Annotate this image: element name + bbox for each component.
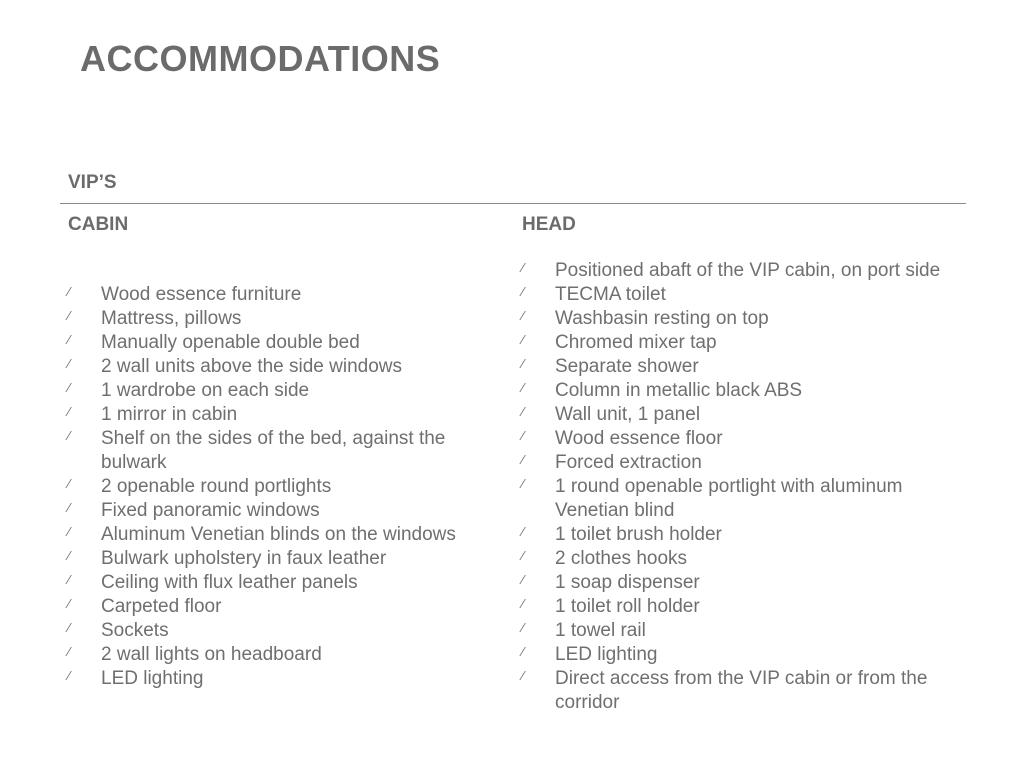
slash-bullet-icon: ⁄ xyxy=(522,572,525,587)
list-item xyxy=(68,571,488,595)
slash-bullet-icon: ⁄ xyxy=(522,476,525,491)
list-item-text: Manually openable double bed xyxy=(101,332,360,353)
slash-bullet-icon: ⁄ xyxy=(68,476,71,491)
head-feature-list xyxy=(522,259,962,715)
slash-bullet-icon: ⁄ xyxy=(522,260,525,275)
slash-bullet-icon: ⁄ xyxy=(68,500,71,515)
list-item xyxy=(522,475,962,523)
list-item xyxy=(68,595,488,619)
list-item xyxy=(68,523,488,547)
list-item-text: 1 soap dispenser xyxy=(555,572,700,593)
list-item-text: 1 towel rail xyxy=(555,620,646,641)
list-item-text: Mattress, pillows xyxy=(101,308,242,329)
list-item-text: 2 openable round portlights xyxy=(101,476,332,497)
list-item-text: Chromed mixer tap xyxy=(555,332,717,353)
list-item-text: Bulwark upholstery in faux leather xyxy=(101,548,387,569)
slash-bullet-icon: ⁄ xyxy=(68,524,71,539)
list-item xyxy=(522,547,962,571)
list-item xyxy=(68,547,488,571)
list-item-text: Carpeted floor xyxy=(101,596,222,617)
slash-bullet-icon: ⁄ xyxy=(68,308,71,323)
list-item-text: Sockets xyxy=(101,620,169,641)
list-item xyxy=(68,499,488,523)
section-divider xyxy=(60,203,966,204)
list-item-text: 1 round openable portlight with aluminum Venetian blind xyxy=(555,476,903,521)
list-item-text: 1 toilet roll holder xyxy=(555,596,700,617)
slash-bullet-icon: ⁄ xyxy=(522,596,525,611)
slash-bullet-icon: ⁄ xyxy=(522,452,525,467)
list-item xyxy=(68,619,488,643)
list-item xyxy=(522,619,962,643)
list-item xyxy=(68,379,488,403)
list-item xyxy=(522,427,962,451)
list-item-text: 1 mirror in cabin xyxy=(101,404,238,425)
slash-bullet-icon: ⁄ xyxy=(522,356,525,371)
list-item xyxy=(68,427,488,475)
cabin-heading: CABIN xyxy=(68,214,129,235)
list-item-text: Wood essence furniture xyxy=(101,284,302,305)
list-item-text: 2 wall lights on headboard xyxy=(101,644,322,665)
list-item xyxy=(522,571,962,595)
slash-bullet-icon: ⁄ xyxy=(522,284,525,299)
slash-bullet-icon: ⁄ xyxy=(522,428,525,443)
slash-bullet-icon: ⁄ xyxy=(522,524,525,539)
list-item-text: Wall unit, 1 panel xyxy=(555,404,701,425)
list-item xyxy=(522,595,962,619)
list-item xyxy=(522,523,962,547)
head-heading: HEAD xyxy=(522,214,576,235)
slash-bullet-icon: ⁄ xyxy=(68,284,71,299)
list-item-text: 1 wardrobe on each side xyxy=(101,380,310,401)
list-item-text: Shelf on the sides of the bed, against the bulwark xyxy=(101,428,446,473)
slash-bullet-icon: ⁄ xyxy=(522,332,525,347)
slash-bullet-icon: ⁄ xyxy=(68,404,71,419)
slash-bullet-icon: ⁄ xyxy=(522,644,525,659)
list-item-text: 2 clothes hooks xyxy=(555,548,688,569)
slash-bullet-icon: ⁄ xyxy=(68,644,71,659)
list-item-text: 2 wall units above the side windows xyxy=(101,356,403,377)
slash-bullet-icon: ⁄ xyxy=(68,620,71,635)
slash-bullet-icon: ⁄ xyxy=(522,404,525,419)
list-item-text: Separate shower xyxy=(555,356,699,377)
list-item xyxy=(68,307,488,331)
list-item xyxy=(522,331,962,355)
list-item xyxy=(68,403,488,427)
slash-bullet-icon: ⁄ xyxy=(68,356,71,371)
list-item-text: Wood essence floor xyxy=(555,428,723,449)
slash-bullet-icon: ⁄ xyxy=(522,380,525,395)
slash-bullet-icon: ⁄ xyxy=(522,308,525,323)
list-item-text: Washbasin resting on top xyxy=(555,308,769,329)
list-item xyxy=(522,667,962,715)
list-item xyxy=(522,259,962,283)
slash-bullet-icon: ⁄ xyxy=(68,428,71,443)
cabin-feature-list xyxy=(68,283,488,691)
slash-bullet-icon: ⁄ xyxy=(68,548,71,563)
list-item-text: 1 toilet brush holder xyxy=(555,524,722,545)
list-item xyxy=(68,331,488,355)
slash-bullet-icon: ⁄ xyxy=(522,620,525,635)
list-item-text: Forced extraction xyxy=(555,452,702,473)
list-item xyxy=(68,475,488,499)
list-item-text: Fixed panoramic windows xyxy=(101,500,320,521)
list-item-text: Ceiling with flux leather panels xyxy=(101,572,358,593)
slash-bullet-icon: ⁄ xyxy=(522,548,525,563)
slash-bullet-icon: ⁄ xyxy=(68,380,71,395)
slash-bullet-icon: ⁄ xyxy=(68,596,71,611)
page-title: ACCOMMODATIONS xyxy=(80,38,441,79)
list-item-text: Column in metallic black ABS xyxy=(555,380,803,401)
list-item xyxy=(522,403,962,427)
list-item xyxy=(68,283,488,307)
list-item-text: Positioned abaft of the VIP cabin, on port side xyxy=(555,260,941,281)
slash-bullet-icon: ⁄ xyxy=(68,332,71,347)
list-item-text: Aluminum Venetian blinds on the windows xyxy=(101,524,456,545)
list-item xyxy=(522,283,962,307)
list-item xyxy=(68,667,488,691)
slash-bullet-icon: ⁄ xyxy=(522,668,525,683)
list-item-text: LED lighting xyxy=(555,644,658,665)
list-item xyxy=(522,451,962,475)
list-item xyxy=(522,379,962,403)
section-title-vips: VIP’S xyxy=(68,172,117,193)
list-item xyxy=(522,355,962,379)
list-item-text: TECMA toilet xyxy=(555,284,666,305)
slash-bullet-icon: ⁄ xyxy=(68,572,71,587)
list-item-text: Direct access from the VIP cabin or from the corridor xyxy=(555,668,928,713)
list-item-text: LED lighting xyxy=(101,668,204,689)
list-item xyxy=(68,643,488,667)
list-item xyxy=(68,355,488,379)
list-item xyxy=(522,643,962,667)
list-item xyxy=(522,307,962,331)
slash-bullet-icon: ⁄ xyxy=(68,668,71,683)
